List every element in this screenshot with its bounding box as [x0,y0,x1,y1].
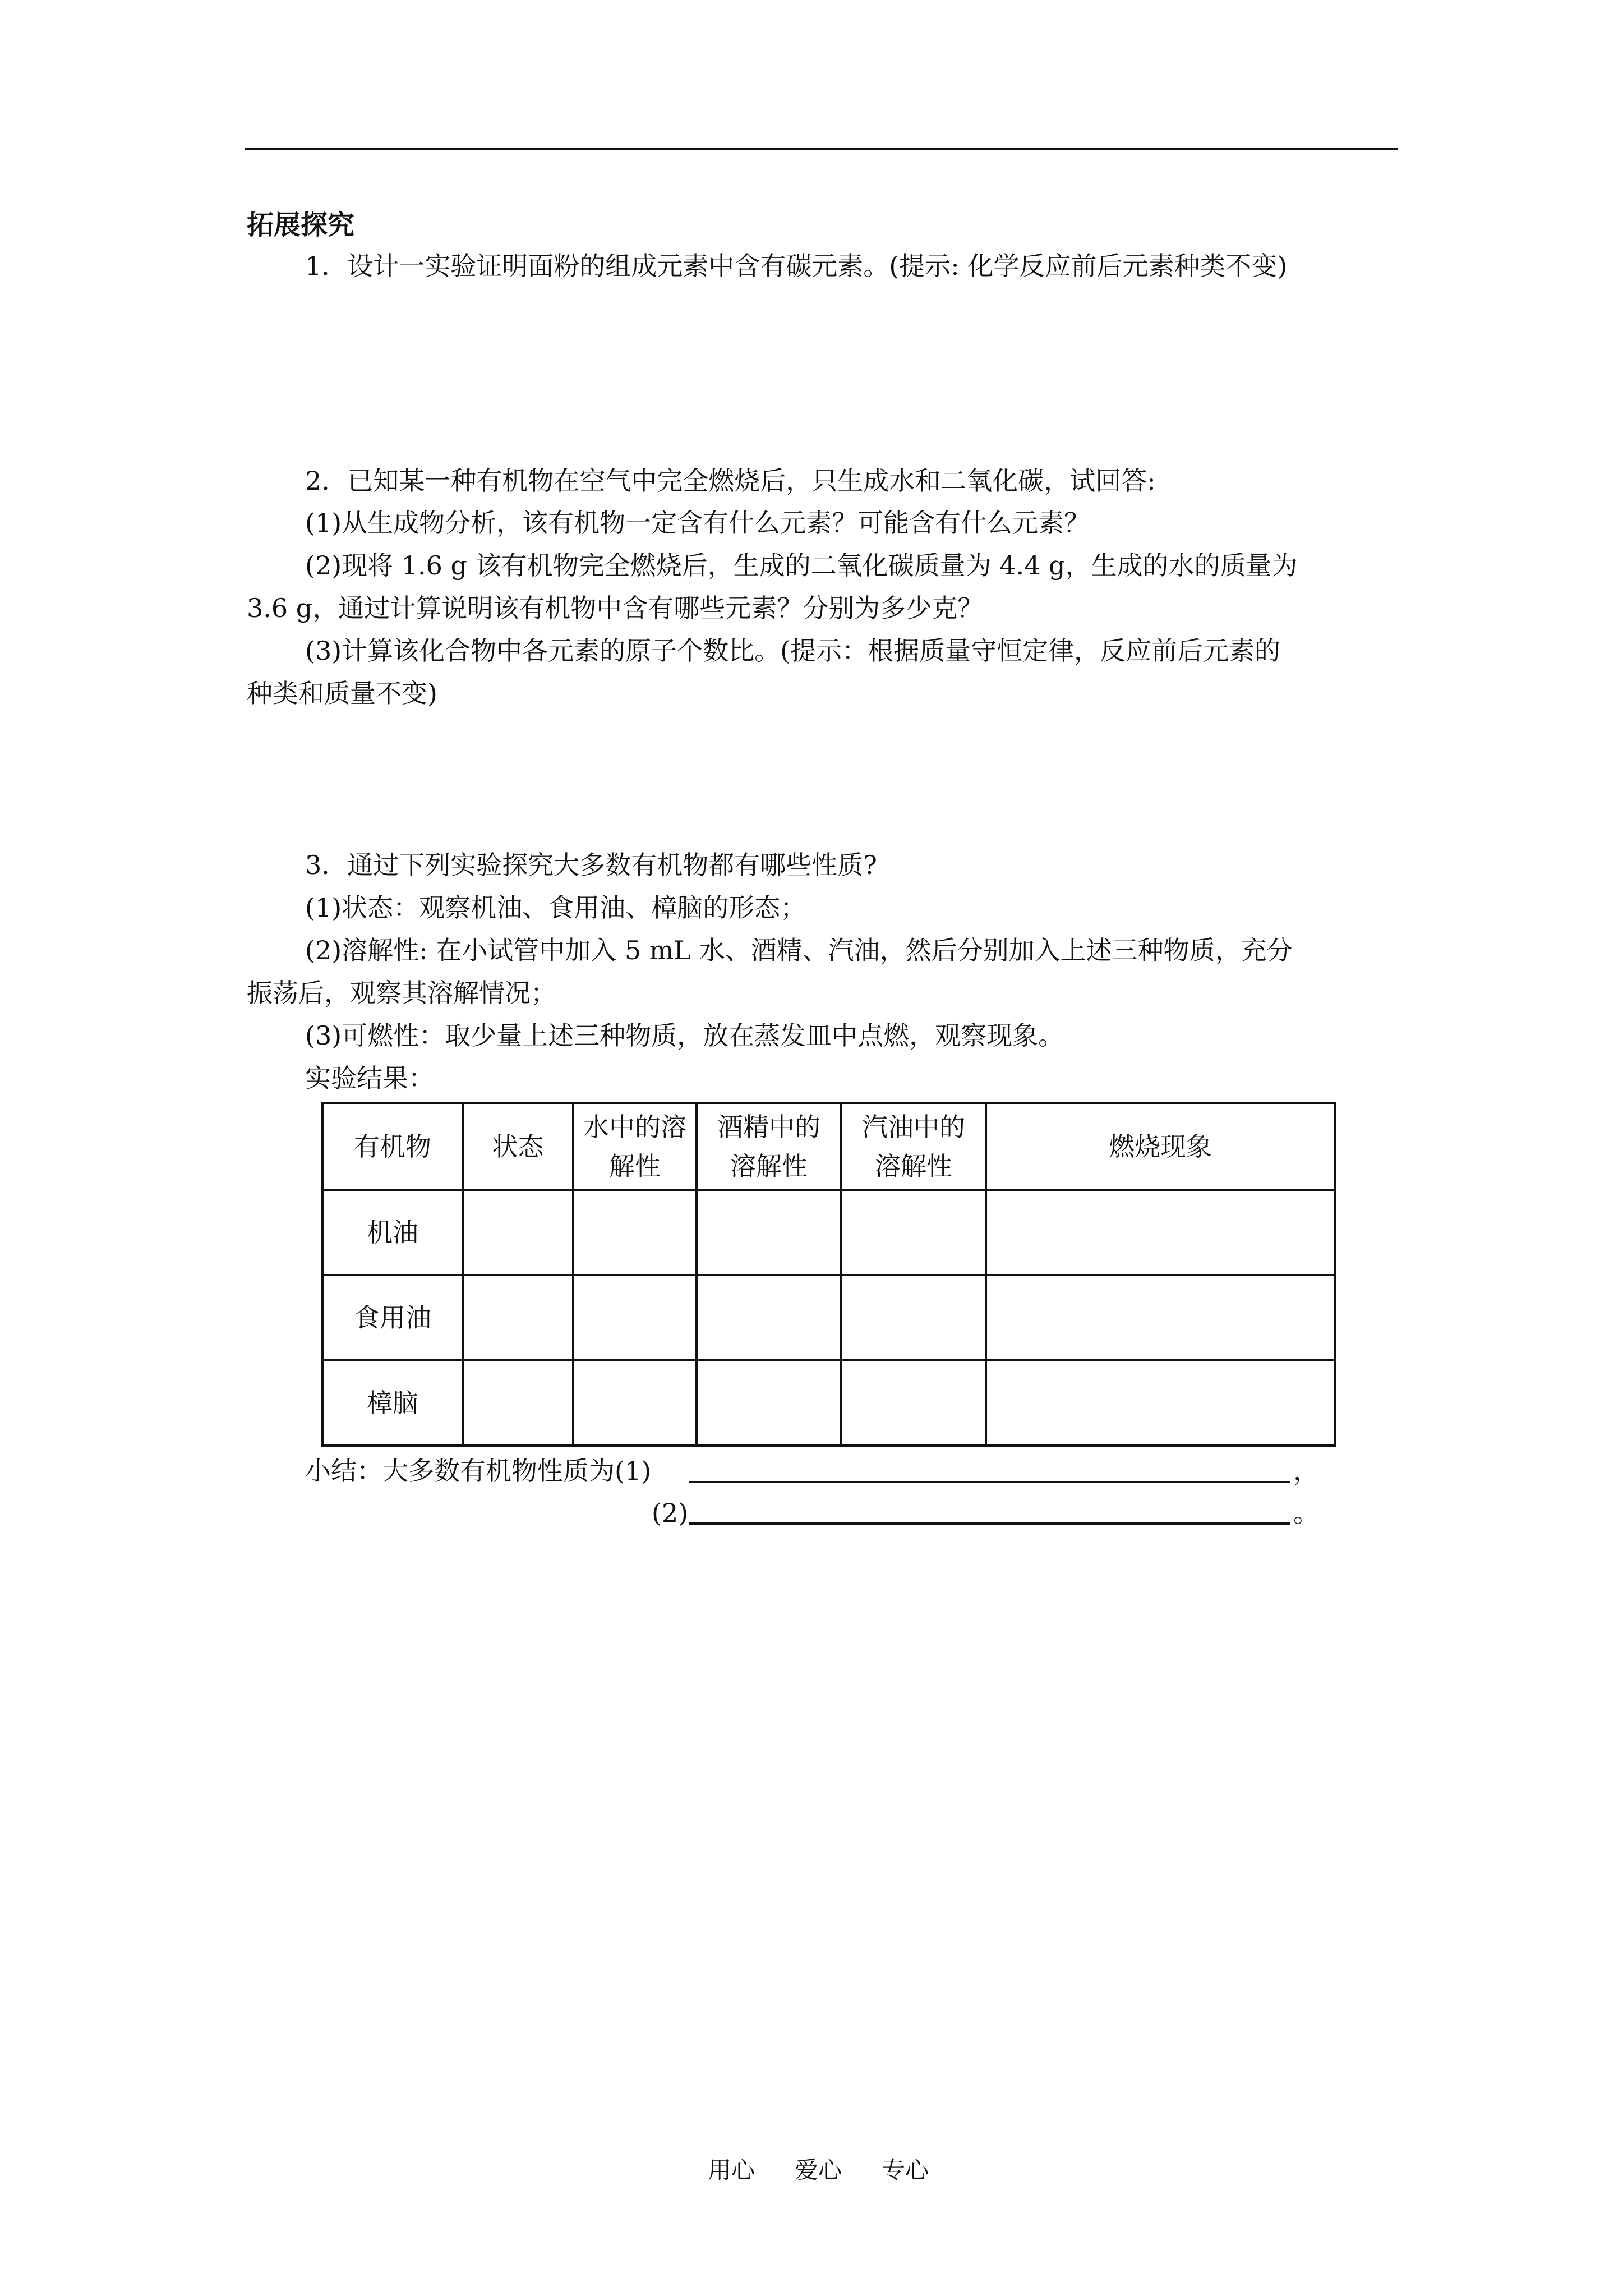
answer-cell[interactable] [463,1360,573,1446]
footer-zhuanxin: 专心 [882,2156,929,2184]
question-3-stem: 3．通过下列实验探究大多数有机物都有哪些性质? [305,850,877,880]
answer-cell[interactable] [697,1360,841,1446]
header-cell: 状态 [463,1103,573,1190]
footer-aixin: 爱心 [795,2156,842,2184]
question-2-part-1: (1)从生成物分析，该有机物一定含有什么元素？可能含有什么元素？ [305,508,1090,538]
summary-label-2: (2) [652,1498,689,1528]
summary-label: 小结：大多数有机物性质为(1) [305,1456,652,1486]
summary-end-2: 。 [1293,1498,1319,1528]
question-2-stem: 2．已知某一种有机物在空气中完全燃烧后，只生成水和二氧化碳，试回答: [305,466,1156,496]
footer-yongxin: 用心 [708,2156,755,2184]
answer-cell[interactable] [697,1190,841,1275]
section-title: 拓展探究 [247,209,355,241]
summary-blank-1[interactable] [689,1481,1290,1483]
answer-cell[interactable] [697,1275,841,1360]
table-row [322,1360,1335,1446]
header-cell: 水中的溶 解性 [573,1103,697,1190]
question-2-part-2-line-2: 3.6 g，通过计算说明该有机物中含有哪些元素？分别为多少克？ [247,593,984,623]
row-name-cell: 机油 [322,1190,463,1275]
answer-cell[interactable] [986,1275,1335,1360]
answer-cell[interactable] [986,1190,1335,1275]
row-name-cell: 食用油 [322,1275,463,1360]
answer-cell[interactable] [841,1190,986,1275]
question-2-part-2-line-1: (2)现将 1.6 g 该有机物完全燃烧后，生成的二氧化碳质量为 4.4 g，生成的水的质量为 [305,550,1298,581]
header-cell: 酒精中的 溶解性 [697,1103,841,1190]
header-cell: 燃烧现象 [986,1103,1335,1190]
table-header-row [322,1103,1335,1190]
header-cell: 汽油中的 溶解性 [841,1103,986,1190]
answer-cell[interactable] [986,1360,1335,1446]
header-rule [245,148,1398,150]
answer-cell[interactable] [573,1275,697,1360]
answer-cell[interactable] [573,1360,697,1446]
results-table [321,1102,1336,1447]
question-2-part-3-line-1: (3)计算该化合物中各元素的原子个数比。(提示：根据质量守恒定律，反应前后元素的 [305,636,1281,666]
answer-cell[interactable] [573,1190,697,1275]
question-2-part-3-line-2: 种类和质量不变) [247,678,437,708]
row-name-cell: 樟脑 [322,1360,463,1446]
answer-cell[interactable] [841,1360,986,1446]
answer-cell[interactable] [463,1275,573,1360]
question-3-part-1: (1)状态：观察机油、食用油、樟脑的形态； [305,892,806,923]
question-1: 1．设计一实验证明面粉的组成元素中含有碳元素。(提示: 化学反应前后元素种类不变) [305,251,1288,281]
question-3-part-2-line-1: (2)溶解性: 在小试管中加入 5 mL 水、酒精、汽油，然后分别加入上述三种物质，充分 [305,935,1293,965]
answer-cell[interactable] [463,1190,573,1275]
table-row [322,1190,1335,1275]
answer-cell[interactable] [841,1275,986,1360]
result-label: 实验结果： [305,1063,434,1093]
summary-end-1: ， [1293,1456,1319,1486]
question-3-part-2-line-2: 振荡后，观察其溶解情况； [247,978,556,1008]
question-3-part-3: (3)可燃性：取少量上述三种物质，放在蒸发皿中点燃，观察现象。 [305,1020,1064,1051]
table-row [322,1275,1335,1360]
summary-blank-2[interactable] [689,1522,1290,1525]
header-cell: 有机物 [322,1103,463,1190]
